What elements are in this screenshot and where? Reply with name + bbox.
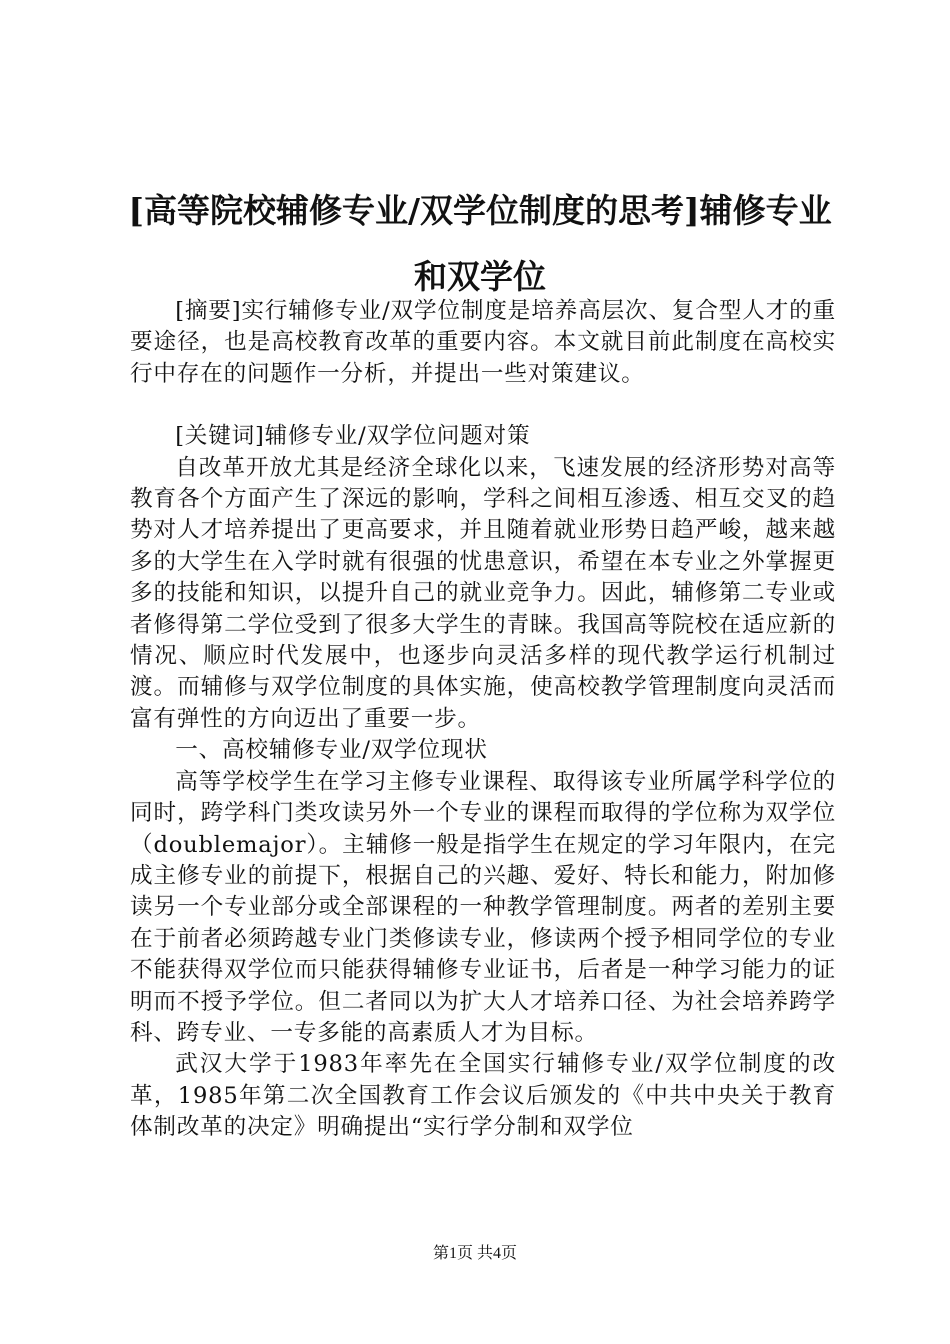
intro-paragraph: 自改革开放尤其是经济全球化以来，飞速发展的经济形势对高等教育各个方面产生了深远的影响，学科之间相互渗透、相互交叉的趋势对人才培养提出了更高要求，并且随着就业形势日趋严峻，越来越多的大学生在入学时就有很强的忧患意识，希望在本专业之外掌握更多的技能和知识，以提升自己的就业竞争力。因此，辅修第二专业或者修得第二学位受到了很多大学生的青睐。我国高等院校在适应新的情况、顺应时代发展中，也逐步向灵活多样的现代教学运行机制过渡。而辅修与双学位制度的具体实施，使高校教学管理制度向灵活而富有弹性的方向迈出了重要一步。 (130, 454, 836, 732)
body-paragraph: 武汉大学于1983年率先在全国实行辅修专业/双学位制度的改革，1985年第二次全国教育工作会议后颁发的《中共中央关于教育体制改革的决定》明确提出“实行学分制和双学位 (130, 1051, 836, 1141)
document-title: [高等院校辅修专业/双学位制度的思考]辅修专业和双学位 (128, 191, 832, 296)
document-body (130, 296, 836, 1144)
page-number-footer: 第1页 共4页 (432, 1245, 517, 1262)
body-paragraph: 高等学校学生在学习主修专业课程、取得该专业所属学科学位的同时，跨学科门类攻读另外一个专业的课程而取得的学位称为双学位（doublemajor）。主辅修一般是指学生在规定的学习年限内，在完成主修专业的前提下，根据自己的兴趣、爱好、特长和能力，附加修读另一个专业部分或全部课程的一种教学管理制度。两者的差别主要在于前者必须跨越专业门类修读专业，修读两个授予相同学位的专业不能获得双学位而只能获得辅修专业证书，后者是一种学习能力的证明而不授予学位。但二者同以为扩大人才培养口径、为社会培养跨学科、跨专业、一专多能的高素质人才为目标。 (130, 768, 836, 1046)
abstract-paragraph: [摘要]实行辅修专业/双学位制度是培养高层次、复合型人才的重要途径，也是高校教育改革的重要内容。本文就目前此制度在高校实行中存在的问题作一分析，并提出一些对策建议。 (130, 298, 836, 387)
keywords-paragraph: [关键词]辅修专业/双学位问题对策 (175, 423, 531, 450)
section-heading: 一、高校辅修专业/双学位现状 (175, 737, 488, 764)
